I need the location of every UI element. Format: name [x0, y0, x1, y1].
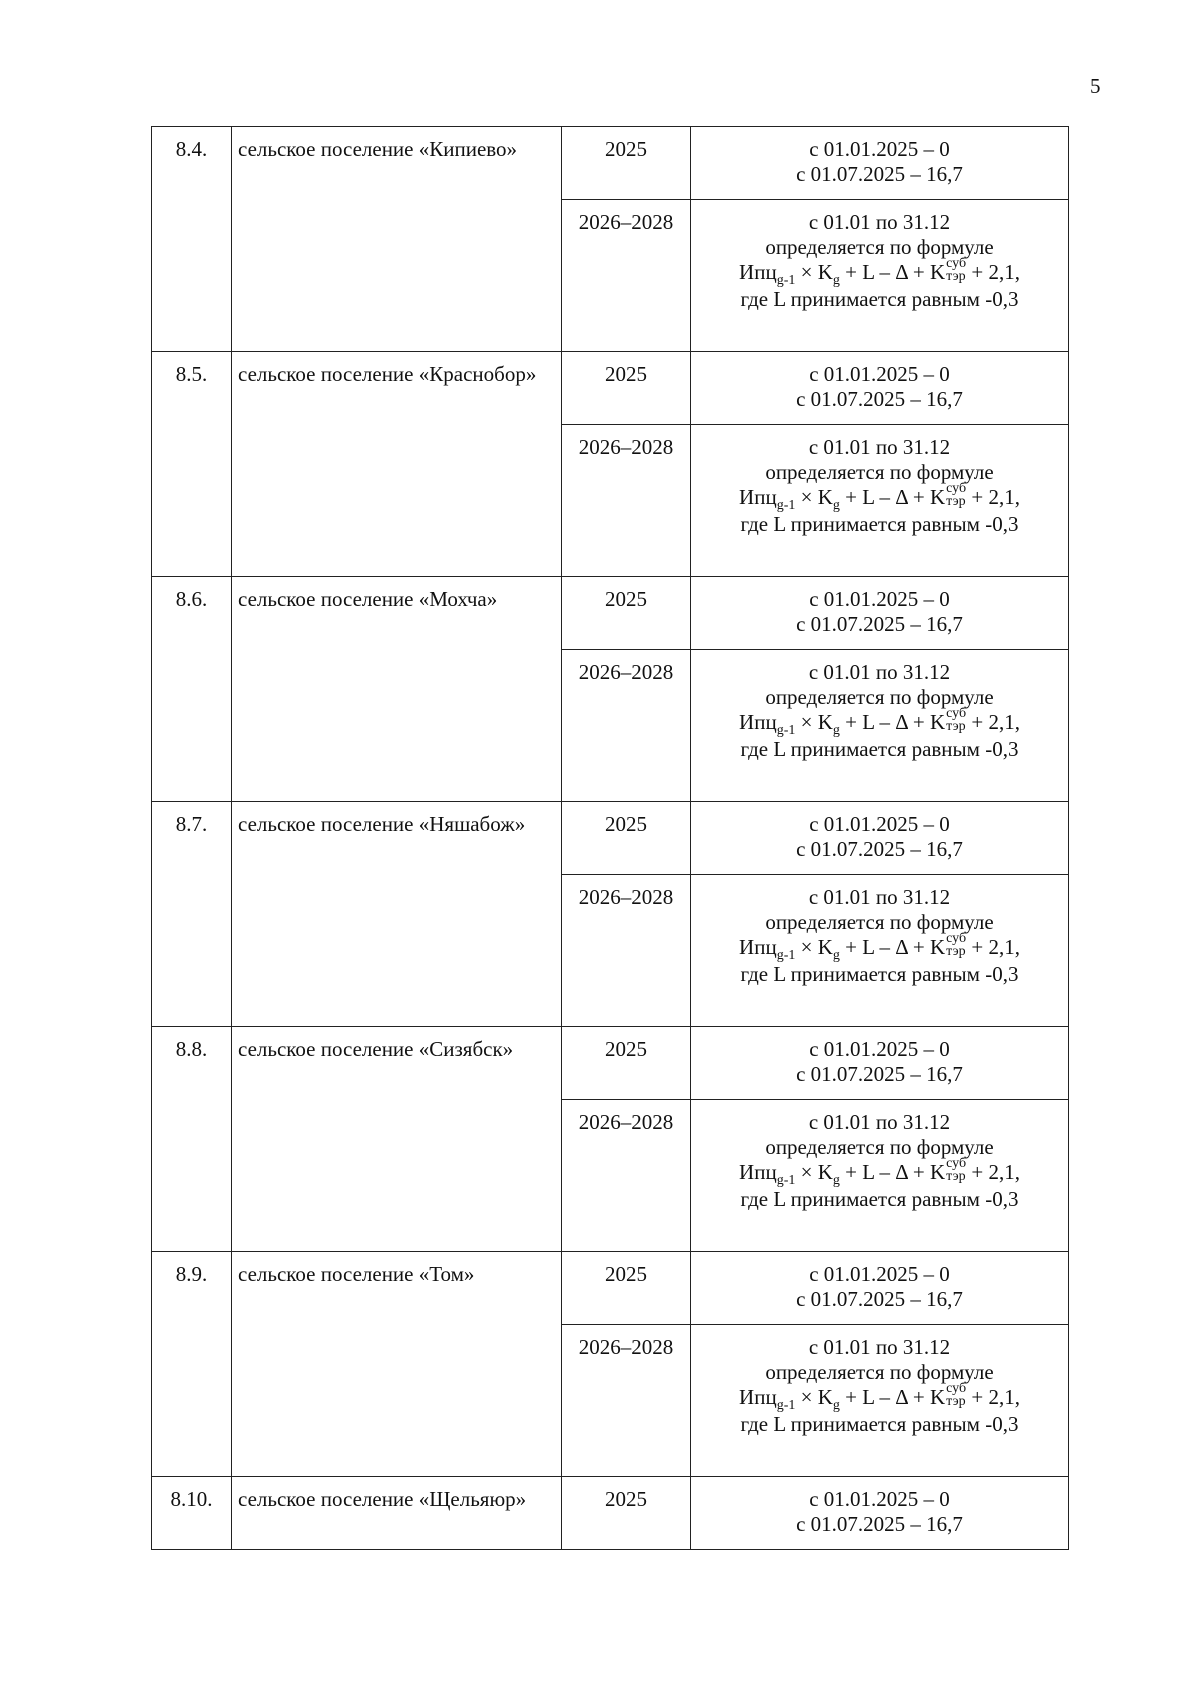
- table-row: [152, 1252, 1069, 1325]
- year-range-cell: 2026–2028: [562, 875, 691, 1027]
- rate-line: где L принимается равным -0,3: [740, 1412, 1019, 1437]
- rate-line: с 01.01.2025 – 0: [809, 1262, 950, 1286]
- formula-sup-sub: [946, 932, 966, 958]
- row-number: 8.7.: [152, 802, 232, 1027]
- formula-subscript: тэр: [946, 1394, 966, 1410]
- formula-subscript: тэр: [946, 944, 966, 960]
- formula-part: + 2,1,: [966, 1160, 1020, 1184]
- formula-subscript: тэр: [946, 719, 966, 735]
- row-number: 8.10.: [152, 1477, 232, 1550]
- rate-line: определяется по формуле: [765, 460, 994, 484]
- formula-subscript: g-1: [776, 1173, 796, 1189]
- formula-subscript: g-1: [776, 1398, 796, 1414]
- year-range-cell: 2026–2028: [562, 200, 691, 352]
- formula-part: Ипц: [739, 260, 777, 284]
- formula-sup-sub: [946, 707, 966, 733]
- rate-line: определяется по формуле: [765, 910, 994, 934]
- formula-part: + L – Δ + K: [839, 935, 946, 959]
- rate-line: с 01.01.2025 – 0: [809, 362, 950, 386]
- rate-line: где L принимается равным -0,3: [740, 962, 1019, 987]
- rate-line: с 01.01.2025 – 0: [809, 812, 950, 836]
- year-cell: 2025: [562, 352, 691, 425]
- formula-superscript: суб: [946, 481, 967, 497]
- year-range-cell: 2026–2028: [562, 425, 691, 577]
- table-row: [152, 352, 1069, 425]
- formula-part: + 2,1,: [966, 485, 1020, 509]
- formula-subscript: g-1: [776, 273, 796, 289]
- rate-line: с 01.01.2025 – 0: [809, 1487, 950, 1511]
- settlement-name: сельское поселение «Краснобор»: [232, 352, 562, 577]
- row-number: 8.6.: [152, 577, 232, 802]
- formula-part: + 2,1,: [966, 1385, 1020, 1409]
- formula-subscript: тэр: [946, 1169, 966, 1185]
- formula-subscript: тэр: [946, 269, 966, 285]
- formula-part: + L – Δ + K: [839, 710, 946, 734]
- rate-cell: [691, 1477, 1069, 1550]
- formula: [697, 931, 1062, 964]
- settlement-name: сельское поселение «Сизябск»: [232, 1027, 562, 1252]
- formula-subscript: g: [832, 1398, 840, 1414]
- formula: [697, 1156, 1062, 1189]
- formula-superscript: суб: [946, 1381, 967, 1397]
- rate-line: определяется по формуле: [765, 1135, 994, 1159]
- formula-part: Ипц: [739, 485, 777, 509]
- rate-formula-cell: [691, 1325, 1069, 1477]
- formula-part: × K: [795, 260, 833, 284]
- formula-part: + L – Δ + K: [839, 1160, 946, 1184]
- rate-formula-cell: [691, 425, 1069, 577]
- formula-part: + L – Δ + K: [839, 485, 946, 509]
- rate-line: с 01.01 по 31.12: [808, 210, 951, 234]
- rate-cell: [691, 577, 1069, 650]
- formula-subscript: g-1: [776, 723, 796, 739]
- rate-line: где L принимается равным -0,3: [740, 1187, 1019, 1212]
- year-range-cell: 2026–2028: [562, 650, 691, 802]
- rate-line: с 01.07.2025 – 16,7: [796, 162, 963, 186]
- page-number: 5: [1090, 74, 1101, 98]
- formula: [697, 256, 1062, 289]
- rate-formula-cell: [691, 200, 1069, 352]
- formula-sup-sub: [946, 257, 966, 283]
- row-number: 8.4.: [152, 127, 232, 352]
- formula-part: Ипц: [739, 935, 777, 959]
- formula-sup-sub: [946, 1157, 966, 1183]
- formula: [697, 1381, 1062, 1414]
- formula-sup-sub: [946, 1382, 966, 1408]
- formula-subscript: g: [832, 498, 840, 514]
- rate-line: с 01.01 по 31.12: [808, 1335, 951, 1359]
- formula-part: × K: [795, 1385, 833, 1409]
- rate-line: с 01.07.2025 – 16,7: [796, 387, 963, 411]
- settlement-name: сельское поселение «Том»: [232, 1252, 562, 1477]
- year-cell: 2025: [562, 127, 691, 200]
- rate-line: с 01.01.2025 – 0: [809, 1037, 950, 1061]
- year-cell: 2025: [562, 1027, 691, 1100]
- formula: [697, 481, 1062, 514]
- year-range-cell: 2026–2028: [562, 1325, 691, 1477]
- formula-part: + L – Δ + K: [839, 1385, 946, 1409]
- formula-subscript: g-1: [776, 948, 796, 964]
- rate-line: с 01.07.2025 – 16,7: [796, 612, 963, 636]
- rate-line: с 01.07.2025 – 16,7: [796, 1062, 963, 1086]
- formula-subscript: g: [832, 948, 840, 964]
- rate-formula-cell: [691, 1100, 1069, 1252]
- rate-line: с 01.01.2025 – 0: [809, 137, 950, 161]
- formula-subscript: g-1: [776, 498, 796, 514]
- formula-part: × K: [795, 935, 833, 959]
- formula-superscript: суб: [946, 1156, 967, 1172]
- formula-part: Ипц: [739, 1160, 777, 1184]
- formula-part: + 2,1,: [966, 260, 1020, 284]
- formula-subscript: g: [832, 273, 840, 289]
- rate-line: с 01.07.2025 – 16,7: [796, 1287, 963, 1311]
- rate-line: с 01.07.2025 – 16,7: [796, 1512, 963, 1536]
- rate-line: определяется по формуле: [765, 685, 994, 709]
- rate-cell: [691, 1252, 1069, 1325]
- rate-cell: [691, 802, 1069, 875]
- formula-part: Ипц: [739, 710, 777, 734]
- rate-line: с 01.01 по 31.12: [808, 1110, 951, 1134]
- row-number: 8.5.: [152, 352, 232, 577]
- year-range-cell: 2026–2028: [562, 1100, 691, 1252]
- formula-subscript: тэр: [946, 494, 966, 510]
- rate-line: где L принимается равным -0,3: [740, 512, 1019, 537]
- settlement-name: сельское поселение «Щельяюр»: [232, 1477, 562, 1550]
- rate-cell: [691, 127, 1069, 200]
- rate-line: с 01.01 по 31.12: [808, 435, 951, 459]
- rate-line: определяется по формуле: [765, 1360, 994, 1384]
- formula-part: + L – Δ + K: [839, 260, 946, 284]
- formula-superscript: суб: [946, 256, 967, 272]
- year-cell: 2025: [562, 577, 691, 650]
- formula-superscript: суб: [946, 931, 967, 947]
- formula: [697, 706, 1062, 739]
- rate-line: с 01.01.2025 – 0: [809, 587, 950, 611]
- formula-sup-sub: [946, 482, 966, 508]
- tariff-table-body: [152, 127, 1069, 1550]
- rate-line: с 01.01 по 31.12: [808, 885, 951, 909]
- rate-cell: [691, 352, 1069, 425]
- formula-part: × K: [795, 710, 833, 734]
- row-number: 8.9.: [152, 1252, 232, 1477]
- year-cell: 2025: [562, 802, 691, 875]
- rate-formula-cell: [691, 875, 1069, 1027]
- formula-subscript: g: [832, 1173, 840, 1189]
- rate-formula-cell: [691, 650, 1069, 802]
- year-cell: 2025: [562, 1477, 691, 1550]
- settlement-name: сельское поселение «Няшабож»: [232, 802, 562, 1027]
- formula-subscript: g: [832, 723, 840, 739]
- settlement-name: сельское поселение «Мохча»: [232, 577, 562, 802]
- rate-line: определяется по формуле: [765, 235, 994, 259]
- formula-part: × K: [795, 485, 833, 509]
- rate-line: где L принимается равным -0,3: [740, 287, 1019, 312]
- rate-cell: [691, 1027, 1069, 1100]
- table-row: [152, 1027, 1069, 1100]
- rate-line: с 01.07.2025 – 16,7: [796, 837, 963, 861]
- table-row: [152, 577, 1069, 650]
- formula-part: × K: [795, 1160, 833, 1184]
- settlement-name: сельское поселение «Кипиево»: [232, 127, 562, 352]
- row-number: 8.8.: [152, 1027, 232, 1252]
- rate-line: с 01.01 по 31.12: [808, 660, 951, 684]
- table-row: [152, 127, 1069, 200]
- table-row: [152, 1477, 1069, 1550]
- formula-part: Ипц: [739, 1385, 777, 1409]
- rate-line: где L принимается равным -0,3: [740, 737, 1019, 762]
- formula-part: + 2,1,: [966, 935, 1020, 959]
- year-cell: 2025: [562, 1252, 691, 1325]
- tariff-table: [151, 126, 1069, 1550]
- formula-superscript: суб: [946, 706, 967, 722]
- formula-part: + 2,1,: [966, 710, 1020, 734]
- table-row: [152, 802, 1069, 875]
